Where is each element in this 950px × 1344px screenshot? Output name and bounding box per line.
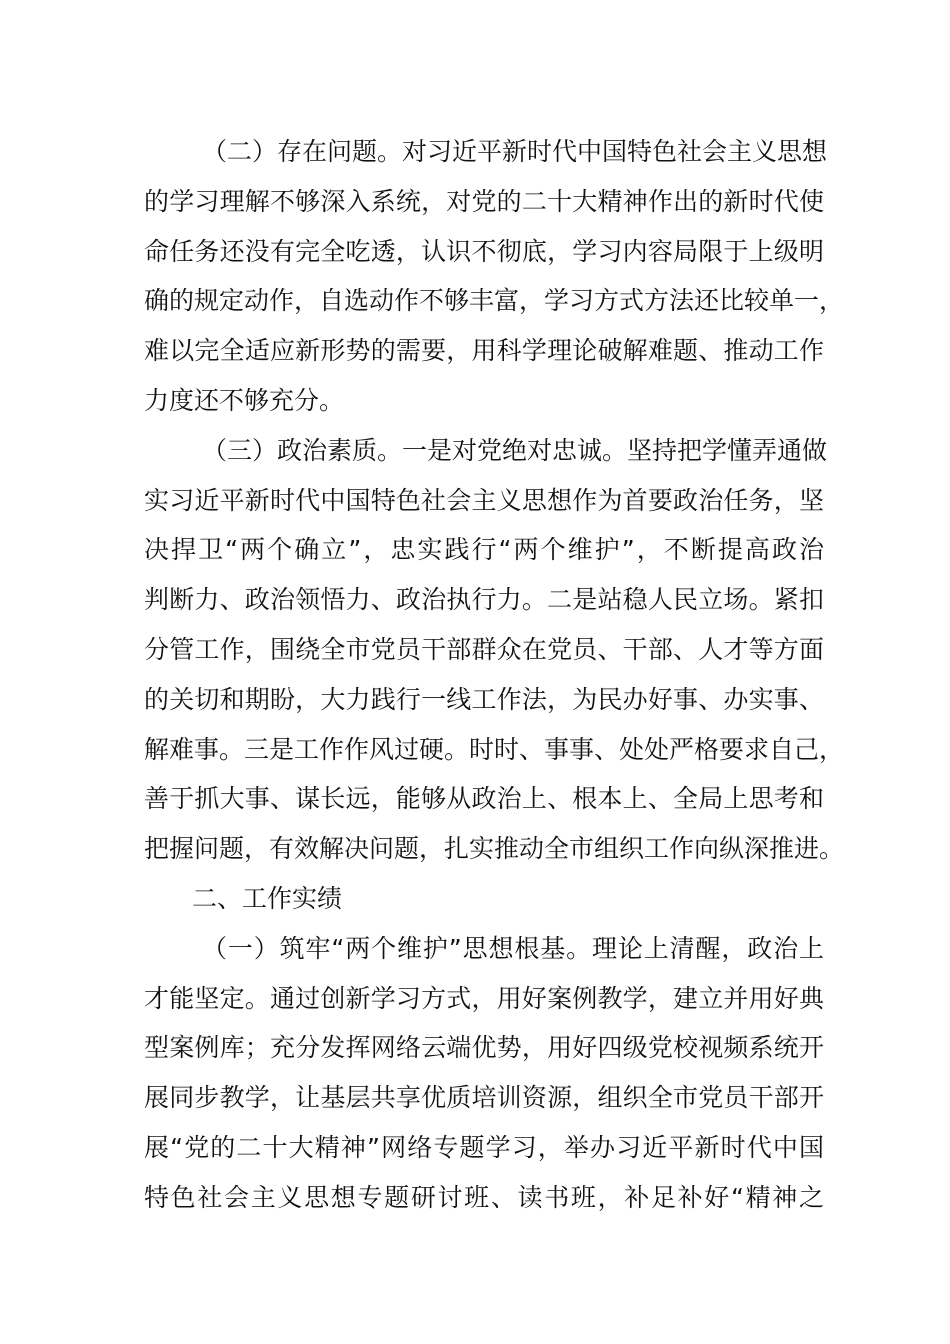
text-line: 的关切和期盼，大力践行一线工作法，为民办好事、办实事、 xyxy=(144,684,824,714)
text-line: 解难事。三是工作作风过硬。时时、事事、处处严格要求自己， xyxy=(144,734,845,764)
text-line: 才能坚定。通过创新学习方式，用好案例教学，建立并用好典 xyxy=(144,983,824,1013)
paragraph-political-quality xyxy=(144,426,845,874)
paragraph-problems xyxy=(144,127,845,426)
paragraph-two-safeguards xyxy=(144,924,824,1223)
text-line: （二）存在问题。对习近平新时代中国特色社会主义思想 xyxy=(202,137,828,166)
text-line: 展同步教学，让基层共享优质培训资源，组织全市党员干部开 xyxy=(144,1083,824,1113)
text-line: 善于抓大事、谋长远，能够从政治上、根本上、全局上思考和 xyxy=(144,784,824,814)
text-line: 决捍卫“两个确立”，忠实践行“两个维护”，不断提高政治 xyxy=(144,535,824,565)
text-line: 的学习理解不够深入系统，对党的二十大精神作出的新时代使 xyxy=(144,186,824,216)
document-body xyxy=(144,127,845,1223)
text-line: 型案例库；充分发挥网络云端优势，用好四级党校视频系统开 xyxy=(144,1033,824,1063)
text-line: （一）筑牢“两个维护”思想根基。理论上清醒，政治上 xyxy=(202,933,824,963)
text-line: 分管工作，围绕全市党员干部群众在党员、干部、人才等方面 xyxy=(144,634,824,664)
text-line: 难以完全适应新形势的需要，用科学理论破解难题、推动工作 xyxy=(144,336,824,366)
text-line: 力度还不够充分。 xyxy=(144,385,345,415)
text-line: 实习近平新时代中国特色社会主义思想作为首要政治任务，坚 xyxy=(144,485,824,515)
section-heading-text: 二、工作实绩 xyxy=(192,883,343,913)
section-heading xyxy=(144,874,824,924)
text-line: （三）政治素质。一是对党绝对忠诚。坚持把学懂弄通做 xyxy=(202,435,828,465)
text-line: 把握问题，有效解决问题，扎实推动全市组织工作向纵深推进。 xyxy=(144,834,845,864)
text-line: 特色社会主义思想专题研讨班、读书班，补足补好“精神之 xyxy=(144,1182,824,1212)
text-line: 命任务还没有完全吃透，认识不彻底，学习内容局限于上级明 xyxy=(144,236,824,266)
text-line: 判断力、政治领悟力、政治执行力。二是站稳人民立场。紧扣 xyxy=(144,585,824,615)
text-line: 展“党的二十大精神”网络专题学习，举办习近平新时代中国 xyxy=(144,1132,824,1162)
text-line: 确的规定动作，自选动作不够丰富，学习方式方法还比较单一， xyxy=(144,286,845,316)
